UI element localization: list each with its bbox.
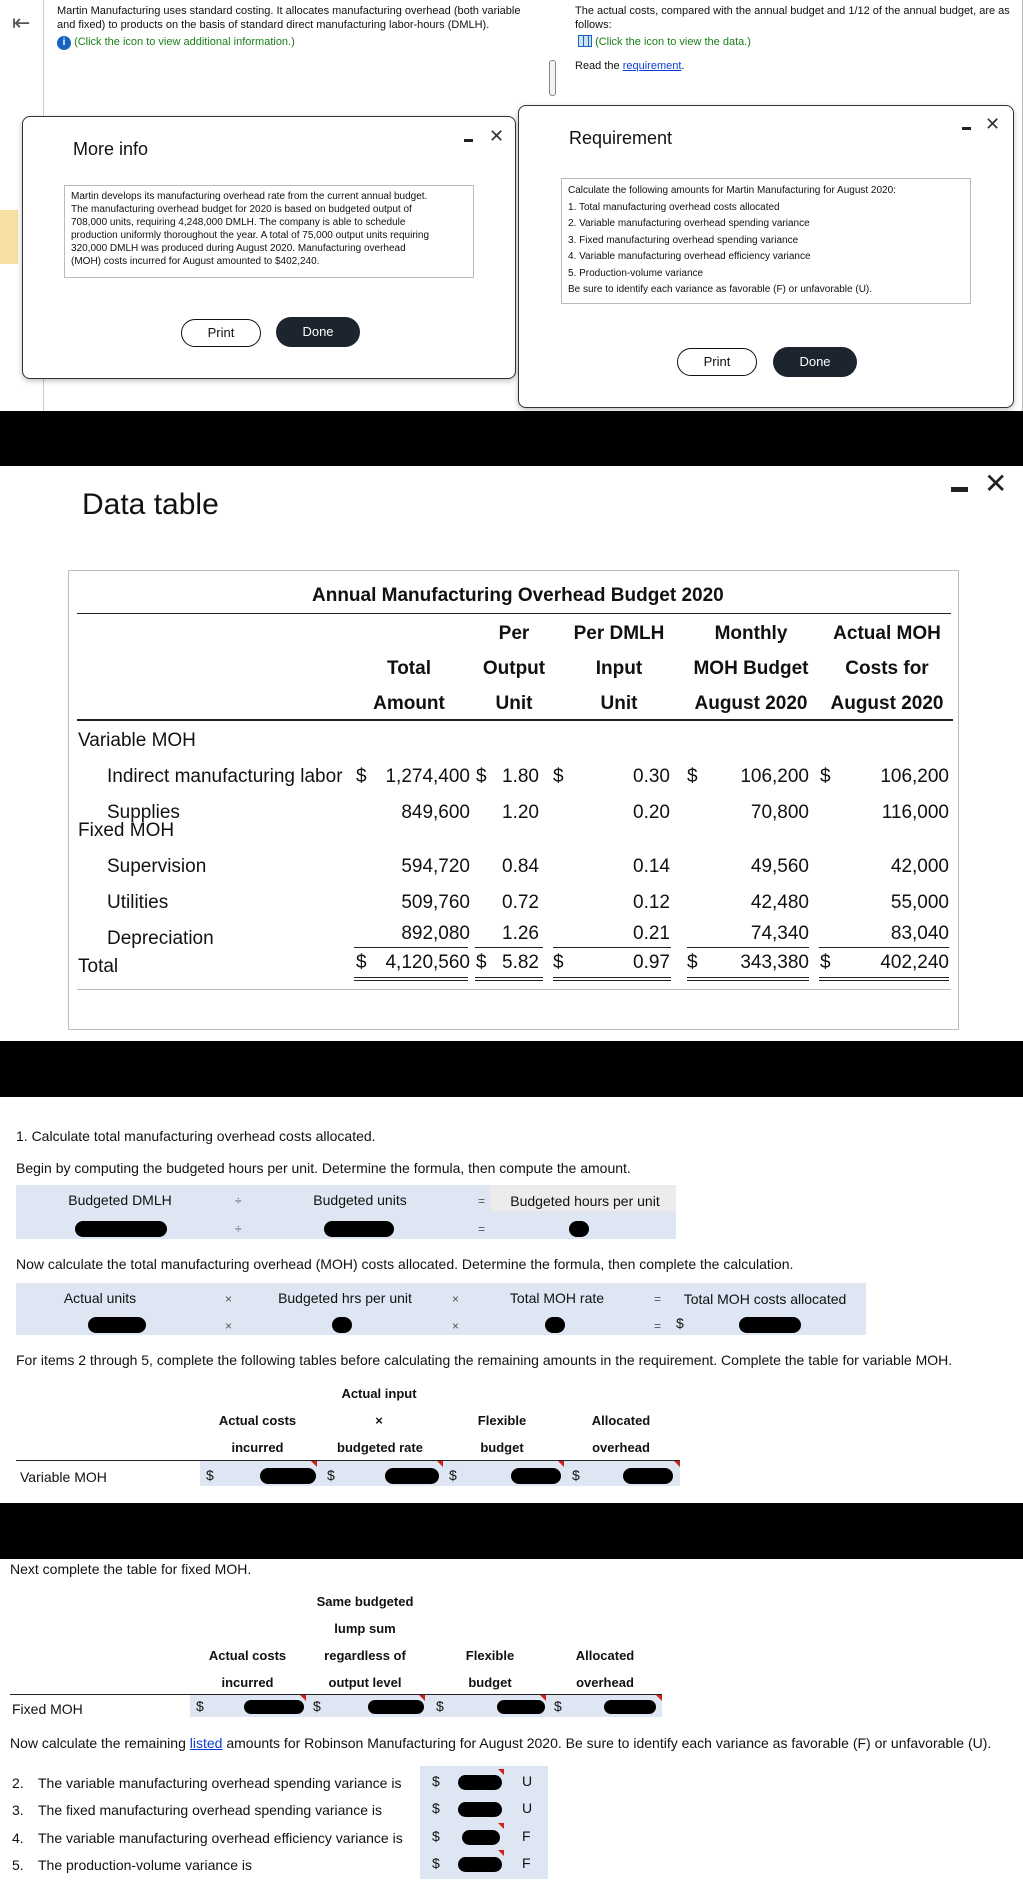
fixed-moh-row-label: Fixed MOH (12, 1701, 83, 1717)
close-icon[interactable]: ✕ (985, 114, 1001, 134)
cell-per-dmlh: 0.30 (633, 766, 670, 787)
header-monthly: MOH Budget (693, 658, 809, 679)
dollar-sign: $ (432, 1800, 440, 1816)
error-flag (419, 1695, 425, 1701)
variance-row-4: 4. (12, 1830, 24, 1846)
intro-text: Martin Manufacturing uses standard costing. It allocates manufacturing overhead (both variable and fixed) to products on the basis of standard direct manufacturing labor-hours (DMLH). (57, 5, 521, 31)
multiply-op: × (452, 1319, 460, 1333)
cell-actual: 83,040 (890, 923, 949, 944)
budget-table-frame (68, 570, 959, 1030)
cell-per-unit: 1.20 (502, 802, 539, 823)
header-output-level: output level (328, 1675, 402, 1690)
variance-text: The variable manufacturing overhead efficiency variance is (38, 1830, 403, 1846)
header-per-output: Unit (495, 693, 533, 714)
table-title: Annual Manufacturing Overhead Budget 2020 (312, 585, 724, 606)
header-per-output: Per (498, 623, 530, 644)
var-input-rate-input[interactable] (385, 1468, 439, 1484)
resize-handle[interactable] (549, 60, 556, 96)
variance-row-2: 2. (12, 1775, 24, 1791)
sum-rule (354, 947, 468, 948)
info-link[interactable]: i (Click the icon to view additional information.) (57, 35, 295, 50)
dollar-sign: $ (206, 1467, 214, 1483)
more-info-title: More info (73, 139, 149, 159)
header-rule (77, 719, 953, 721)
dollar-sign: $ (327, 1467, 335, 1483)
header-actual: Costs for (845, 658, 929, 679)
cell-total: 892,080 (401, 923, 470, 944)
cell-actual: 106,200 (880, 766, 949, 787)
cell-monthly: 42,480 (750, 892, 809, 913)
header-allocated: Allocated (575, 1648, 635, 1663)
double-rule (553, 977, 671, 978)
cell-per-dmlh: 0.14 (633, 856, 670, 877)
fixed-lump-input[interactable] (368, 1700, 424, 1714)
header-flexible: Flexible (465, 1648, 515, 1663)
total-label: Total (78, 956, 119, 977)
remaining-instruction: Now calculate the remaining listed amounts for Robinson Manufacturing for August 2020. Be sure to identify each variance as favorable (F) or unfavorable (U). (10, 1735, 992, 1751)
black-separator (0, 1041, 1023, 1097)
dollar-sign: $ (432, 1773, 440, 1789)
budgeted-units-input[interactable] (324, 1221, 394, 1237)
total-per-unit: 5.82 (502, 952, 539, 973)
header-total: Total (387, 658, 431, 679)
equals-op: = (654, 1292, 662, 1306)
cell-monthly: 74,340 (750, 923, 809, 944)
close-icon[interactable]: ✕ (489, 126, 505, 146)
double-rule (687, 977, 809, 978)
dollar-sign: $ (356, 952, 367, 973)
budgeted-hours-input[interactable] (569, 1221, 589, 1237)
actual-units-input[interactable] (88, 1317, 146, 1333)
next-fixed-instruction: Next complete the table for fixed MOH. (10, 1561, 252, 1577)
error-flag (498, 1850, 504, 1856)
close-icon[interactable]: ✕ (984, 468, 1008, 499)
double-rule (354, 977, 468, 978)
dollar-sign: $ (554, 1698, 562, 1714)
error-flag (656, 1695, 662, 1701)
dollar-sign: $ (676, 1315, 684, 1331)
header-per-dmlh: Unit (600, 693, 638, 714)
total-monthly: 343,380 (740, 952, 809, 973)
cell-actual: 55,000 (890, 892, 949, 913)
header-incurred: incurred (231, 1440, 284, 1455)
moh-rate-input[interactable] (545, 1317, 565, 1333)
fixed-moh-label: Fixed MOH (78, 820, 175, 841)
header-same-budgeted: Same budgeted (316, 1594, 414, 1609)
total-actual: 402,240 (880, 952, 949, 973)
error-flag (674, 1461, 680, 1467)
print-button[interactable]: Print (181, 319, 261, 347)
dollar-sign: $ (356, 766, 367, 787)
multiply-op: × (225, 1292, 233, 1306)
cell-total: 849,600 (401, 802, 470, 823)
minimize-icon[interactable] (951, 487, 968, 492)
cell-monthly: 70,800 (750, 802, 809, 823)
done-button[interactable]: Done (773, 347, 857, 377)
double-rule (475, 977, 543, 978)
double-rule (819, 977, 949, 978)
header-actual-input: Actual input (341, 1386, 417, 1401)
sum-rule (553, 947, 671, 948)
dollar-sign: $ (476, 766, 487, 787)
row-name: Indirect manufacturing labor (107, 766, 343, 787)
header-lump-sum: lump sum (334, 1621, 396, 1636)
variance-row-5: 5. (12, 1857, 24, 1873)
actual-units-label: Actual units (63, 1290, 137, 1306)
total-per-dmlh: 0.97 (633, 952, 670, 973)
header-budget: budget (480, 1440, 524, 1455)
total-moh-rate-label: Total MOH rate (509, 1290, 605, 1306)
error-flag (498, 1823, 504, 1829)
requirement-modal (518, 105, 1014, 408)
requirement-text: Calculate the following amounts for Martin Manufacturing for August 2020: 1. Total manufacturing overhead costs allocated 2. Variable manufacturing overhead spending variance 3. Fixed manufacturing overhead spending variance 4. Variable manufacturing overhead efficiency variance 5. Production-volume variance Be sure to identify each variance as favorable (F) or unfavorable (U). (561, 178, 971, 304)
budgeted-hours-label: Budgeted hours per unit (510, 1193, 660, 1209)
fu-select[interactable]: U (522, 1800, 533, 1816)
begin-instruction: Begin by computing the budgeted hours per unit. Determine the formula, then compute the amount. (16, 1160, 631, 1176)
dollar-sign: $ (553, 952, 564, 973)
divide-op: ÷ (235, 1194, 242, 1208)
black-separator (0, 411, 1023, 466)
error-flag (540, 1695, 546, 1701)
data-table-panel (0, 466, 1023, 1041)
fixed-spending-input[interactable] (458, 1802, 502, 1817)
fu-select[interactable]: F (522, 1828, 531, 1844)
production-volume-input[interactable] (458, 1857, 502, 1872)
side-highlight (0, 210, 18, 264)
header-times: × (375, 1413, 383, 1428)
cell-per-unit: 1.26 (502, 923, 539, 944)
fixed-actual-input[interactable] (244, 1700, 304, 1714)
error-flag (498, 1769, 504, 1775)
equals-op: = (478, 1222, 486, 1236)
cell-per-dmlh: 0.21 (633, 923, 670, 944)
variable-moh-row-label: Variable MOH (20, 1469, 107, 1485)
done-button[interactable]: Done (276, 317, 360, 347)
header-total: Amount (373, 693, 445, 714)
budgeted-dmlh-input[interactable] (75, 1221, 167, 1237)
minimize-icon[interactable] (962, 127, 971, 130)
header-per-dmlh: Per DMLH (573, 623, 665, 644)
table-icon[interactable] (578, 35, 592, 47)
cell-total: 1,274,400 (385, 766, 470, 787)
fu-select[interactable]: F (522, 1855, 531, 1871)
cell-per-unit: 0.84 (502, 856, 539, 877)
problem-header-panel (0, 0, 1023, 411)
black-separator (0, 1503, 1023, 1559)
bottom-rule (77, 989, 951, 990)
question-1: 1. Calculate total manufacturing overhead costs allocated. (16, 1128, 376, 1144)
equals-op: = (478, 1194, 486, 1208)
dollar-sign: $ (449, 1467, 457, 1483)
total-moh-allocated-input[interactable] (739, 1317, 801, 1333)
row-name: Depreciation (107, 928, 214, 949)
actual-costs-text: The actual costs, compared with the annual budget and 1/12 of the annual budget, are as follows: (575, 5, 1010, 31)
variance-text: The fixed manufacturing overhead spending variance is (38, 1802, 382, 1818)
dollar-sign: $ (476, 952, 487, 973)
budgeted-hrs-label: Budgeted hrs per unit (278, 1290, 412, 1306)
cell-per-dmlh: 0.12 (633, 892, 670, 913)
header-regardless: regardless of (324, 1648, 406, 1663)
read-requirement: Read the requirement. (575, 60, 685, 72)
sum-rule (819, 947, 949, 948)
requirement-link[interactable]: requirement (622, 60, 682, 72)
header-actual: Actual MOH (833, 623, 941, 644)
requirement-title: Requirement (569, 128, 673, 148)
data-table-title: Data table (82, 488, 219, 521)
fixed-allocated-input[interactable] (604, 1700, 656, 1714)
budgeted-dmlh-label: Budgeted DMLH (68, 1192, 172, 1208)
cell-per-unit: 0.72 (502, 892, 539, 913)
total-amount: 4,120,560 (385, 952, 470, 973)
info-icon[interactable]: i (57, 36, 71, 50)
budgeted-units-label: Budgeted units (313, 1192, 407, 1208)
header-per-dmlh: Input (595, 658, 643, 679)
variance-text: The variable manufacturing overhead spending variance is (38, 1775, 402, 1791)
dollar-sign: $ (687, 952, 698, 973)
header-actual: August 2020 (830, 693, 944, 714)
total-moh-allocated-label: Total MOH costs allocated (683, 1291, 847, 1307)
error-flag (311, 1461, 317, 1467)
error-flag (558, 1461, 564, 1467)
var-efficiency-input[interactable] (462, 1830, 500, 1845)
error-flag (437, 1461, 443, 1467)
dollar-sign: $ (820, 952, 831, 973)
minimize-icon[interactable] (464, 139, 473, 142)
fixed-flex-input[interactable] (497, 1700, 545, 1714)
fu-select[interactable]: U (522, 1773, 533, 1789)
calculation-panel (0, 1097, 1023, 1503)
now-calc-instruction: Now calculate the total manufacturing overhead (MOH) costs allocated. Determine the formula, then complete the calculation. (16, 1256, 794, 1272)
row-name: Utilities (107, 892, 169, 913)
double-rule (687, 980, 809, 981)
cell-per-dmlh: 0.20 (633, 802, 670, 823)
print-button[interactable]: Print (677, 348, 757, 376)
header-budgeted-rate: budgeted rate (337, 1440, 423, 1455)
header-per-output: Output (482, 658, 546, 679)
cell-total: 509,760 (401, 892, 470, 913)
dollar-sign: $ (432, 1855, 440, 1871)
multiply-op: × (452, 1292, 460, 1306)
dollar-sign: $ (436, 1698, 444, 1714)
var-spending-input[interactable] (458, 1775, 502, 1790)
cell-monthly: 106,200 (740, 766, 809, 787)
header-overhead: overhead (592, 1440, 650, 1455)
dollar-sign: $ (432, 1828, 440, 1844)
dollar-sign: $ (572, 1467, 580, 1483)
dollar-sign: $ (687, 766, 698, 787)
dollar-sign: $ (553, 766, 564, 787)
header-incurred: incurred (221, 1675, 274, 1690)
more-info-modal (22, 116, 516, 379)
cell-total: 594,720 (401, 856, 470, 877)
cell-actual: 42,000 (890, 856, 949, 877)
collapse-left-icon[interactable]: ⇤ (12, 10, 31, 35)
sum-rule (475, 947, 543, 948)
double-rule (475, 980, 543, 981)
var-flex-input[interactable] (511, 1468, 561, 1484)
more-info-text: Martin develops its manufacturing overhead rate from the current annual budget. The manufacturing overhead budget for 2020 is based on budgeted output of 708,000 units, requiring 4,248,000 DMLH. The company is able to schedule production uniformly thoroughout the year. A total of 75,000 output units requiring 320,000 DMLH was produced during August 2020. Manufacturing overhead (MOH) costs incurred for August amounted to $402,240. (64, 185, 474, 278)
multiply-op: × (225, 1319, 233, 1333)
data-link[interactable]: (Click the icon to view the data.) (578, 35, 751, 49)
double-rule (553, 980, 671, 981)
cell-monthly: 49,560 (750, 856, 809, 877)
var-allocated-input[interactable] (623, 1468, 673, 1484)
header-actual-costs: Actual costs (218, 1413, 297, 1428)
header-budget: budget (468, 1675, 512, 1690)
header-allocated: Allocated (591, 1413, 651, 1428)
double-rule (819, 980, 949, 981)
equals-op: = (654, 1319, 662, 1333)
fixed-moh-panel (0, 1559, 1023, 1885)
header-monthly: August 2020 (694, 693, 808, 714)
dollar-sign: $ (820, 766, 831, 787)
divide-op: ÷ (235, 1222, 242, 1236)
header-flexible: Flexible (477, 1413, 527, 1428)
budgeted-hrs-input[interactable] (332, 1317, 352, 1333)
header-monthly: Monthly (714, 623, 788, 644)
double-rule (354, 980, 468, 981)
header-overhead: overhead (576, 1675, 634, 1690)
items-note: For items 2 through 5, complete the following tables before calculating the remaining amounts in the requirement. Complete the table for variable MOH. (16, 1352, 953, 1368)
header-actual-costs: Actual costs (208, 1648, 287, 1663)
error-flag (300, 1695, 306, 1701)
row-name: Supplies (107, 802, 180, 823)
cell-actual: 116,000 (881, 802, 949, 823)
cell-per-unit: 1.80 (502, 766, 539, 787)
dollar-sign: $ (196, 1698, 204, 1714)
dollar-sign: $ (313, 1698, 321, 1714)
variance-text: The production-volume variance is (38, 1857, 252, 1873)
sum-rule (687, 947, 809, 948)
listed-link[interactable]: listed (189, 1735, 223, 1751)
variance-row-3: 3. (12, 1802, 24, 1818)
rule (77, 613, 951, 614)
variable-moh-label: Variable MOH (78, 730, 196, 751)
var-actual-input[interactable] (260, 1468, 316, 1484)
row-name: Supervision (107, 856, 207, 877)
